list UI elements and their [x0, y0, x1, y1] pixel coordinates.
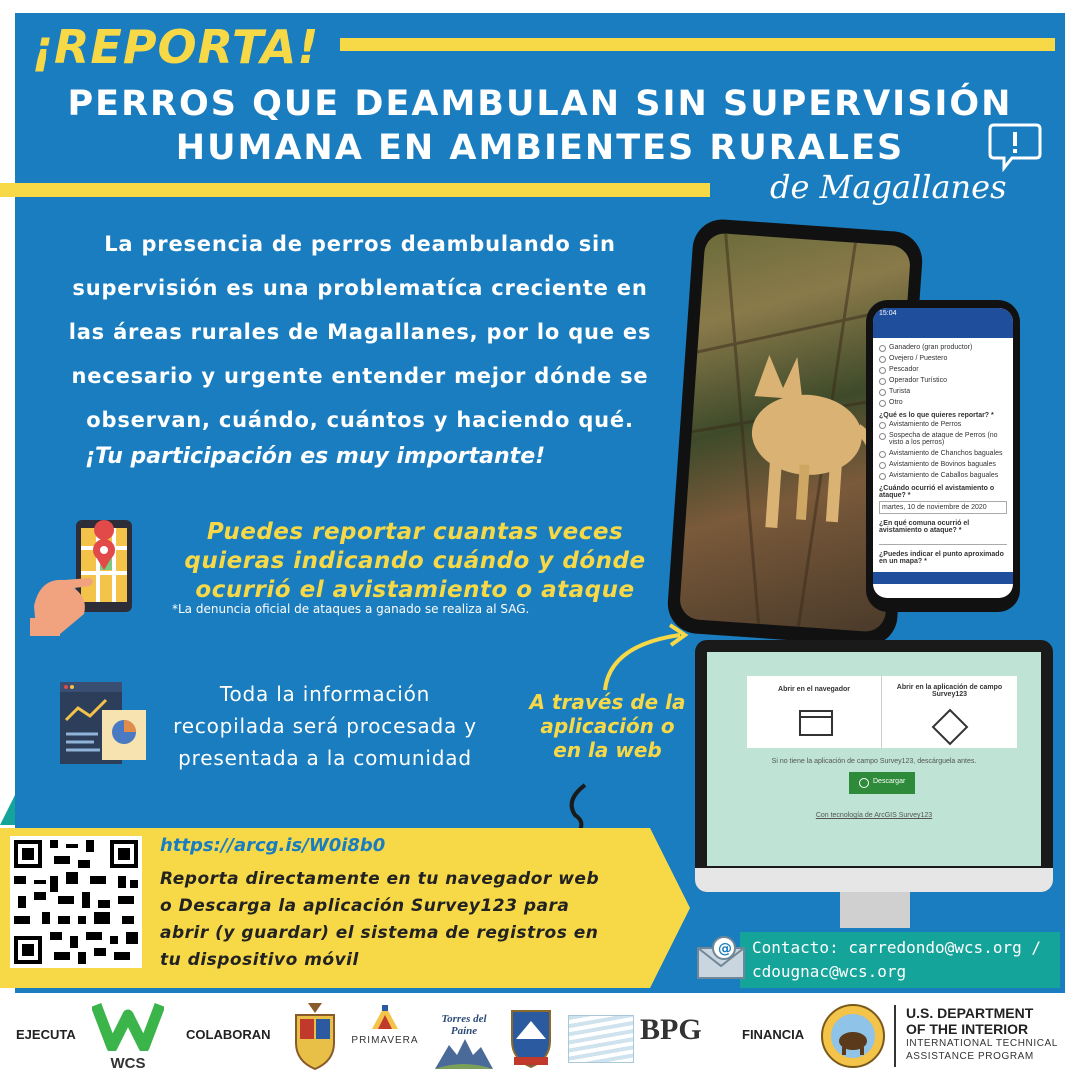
form-option[interactable]: [879, 419, 1007, 430]
form-question: ¿Qué es lo que quieres reportar? *: [879, 412, 994, 419]
participation-text: ¡Tu participación es muy importante!: [85, 444, 546, 469]
title-accent-bar: [0, 183, 710, 197]
intro-line: necesario y urgente entender mejor dónde se: [71, 364, 649, 388]
torres-del-paine-logo: [430, 999, 498, 1073]
doi-seal-logo: [820, 1003, 886, 1069]
date-field[interactable]: martes, 10 de noviembre de 2020: [879, 501, 1007, 514]
option-label: Ganadero (gran productor): [889, 344, 973, 351]
download-icon: [859, 778, 869, 788]
phone-form: [866, 300, 1020, 612]
primavera-wordmark: PRIMAVERA: [351, 1035, 419, 1046]
info-text: [155, 678, 495, 774]
radio-icon[interactable]: [879, 451, 886, 458]
reporta-heading: ¡REPORTA!: [32, 20, 320, 74]
doi-line: U.S. DEPARTMENT: [906, 1005, 1034, 1021]
radio-icon[interactable]: [879, 378, 886, 385]
form-option[interactable]: [879, 448, 1007, 459]
browser-window-icon: [799, 710, 833, 736]
form-option[interactable]: [879, 364, 1007, 375]
form-question: ¿Cuándo ocurrió el avistamiento o ataque? *: [879, 485, 995, 499]
intro-line: supervisión es una problematíca creciente en: [72, 276, 648, 300]
survey-url-link[interactable]: https://arcg.is/W0i8b0: [160, 835, 386, 856]
monitor-screen: [707, 652, 1041, 866]
financia-label: FINANCIA: [742, 1027, 805, 1042]
option-label: Avistamiento de Caballos baguales: [889, 472, 999, 479]
wcs-logo: [92, 1001, 164, 1073]
form-option[interactable]: [879, 430, 1007, 448]
option-label: Avistamiento de Bovinos baguales: [889, 461, 996, 468]
option-label: Operador Turístico: [889, 377, 947, 384]
form-option[interactable]: [879, 459, 1007, 470]
top-accent-bar: [340, 38, 1055, 51]
report-line: ocurrió el avistamiento o ataque: [195, 577, 635, 603]
bpg-wordmark: BPG: [640, 1013, 702, 1046]
radio-icon[interactable]: [879, 356, 886, 363]
wcs-wordmark: WCS: [110, 1055, 146, 1072]
form-submit-bar[interactable]: [873, 572, 1013, 584]
colaboran-label: COLABORAN: [186, 1027, 271, 1042]
email-icon: [694, 934, 748, 982]
intro-line: La presencia de perros deambulando sin: [104, 232, 616, 256]
open-app-label: Abrir en la aplicación de campo Survey123: [896, 684, 1003, 698]
doi-line: ASSISTANCE PROGRAM: [906, 1051, 1034, 1062]
qr-code[interactable]: [10, 836, 142, 968]
primavera-logo: [350, 1001, 420, 1071]
form-options-top: [879, 342, 1007, 408]
status-time: 15:04: [879, 310, 897, 317]
torres-wordmark: Torres del Paine: [441, 1013, 487, 1037]
cta-line: o Descarga la aplicación Survey123 para: [160, 896, 570, 916]
info-line: recopilada será procesada y: [173, 714, 477, 738]
form-option[interactable]: [879, 470, 1007, 481]
radio-icon[interactable]: [879, 400, 886, 407]
tech-link[interactable]: Con tecnología de ArcGIS Survey123: [815, 812, 933, 819]
cta-text: [160, 866, 670, 974]
form-options-report: [879, 419, 1007, 481]
radio-icon[interactable]: [879, 389, 886, 396]
title-line-2: HUMANA EN AMBIENTES RURALES: [175, 128, 905, 168]
svg-text:@: @: [718, 941, 732, 957]
cta-line: tu dispositivo móvil: [160, 950, 359, 970]
sag-note: *La denuncia oficial de ataques a ganado se realiza al SAG.: [172, 602, 530, 616]
option-label: Pescador: [889, 366, 919, 373]
option-label: Avistamiento de Perros: [889, 421, 962, 428]
radio-icon[interactable]: [879, 422, 886, 429]
radio-icon[interactable]: [879, 345, 886, 352]
radio-icon[interactable]: [879, 367, 886, 374]
report-line: quieras indicando cuándo y dónde: [184, 548, 646, 574]
intro-paragraph: [40, 222, 680, 442]
comuna-field[interactable]: [879, 534, 1007, 545]
option-label: Ovejero / Puestero: [889, 355, 948, 362]
radio-icon[interactable]: [879, 473, 886, 480]
via-line: en la web: [553, 738, 662, 762]
doi-divider: [894, 1005, 896, 1067]
contact-text: [752, 936, 1041, 984]
form-option[interactable]: [879, 353, 1007, 364]
intro-line: las áreas rurales de Magallanes, por lo que es: [68, 320, 652, 344]
open-options-card: [747, 676, 1017, 748]
option-label: Turista: [889, 388, 911, 395]
ejecuta-label: EJECUTA: [16, 1027, 76, 1042]
waves-logo: [568, 1015, 634, 1063]
qr-code-graphic: [10, 836, 142, 968]
report-chart-icon: [58, 680, 150, 768]
form-screen: [873, 308, 1013, 598]
crest-logo-magallanes: [292, 1001, 338, 1071]
via-app-text: [520, 690, 695, 762]
no-app-text: Si no tiene la aplicación de campo Survey123, descárguela antes.: [771, 758, 977, 765]
form-question: ¿Puedes indicar el punto aproximado en un mapa? *: [879, 551, 1004, 565]
monitor-stand: [840, 892, 910, 928]
monitor-chin: [695, 868, 1053, 892]
form-option[interactable]: [879, 397, 1007, 408]
form-option[interactable]: [879, 342, 1007, 353]
info-line: Toda la información: [219, 682, 431, 706]
option-label: Otro: [889, 399, 903, 406]
via-line: aplicación o: [540, 714, 675, 738]
option-label: Avistamiento de Chanchos baguales: [889, 450, 1003, 457]
open-browser-option[interactable]: [747, 676, 882, 748]
doi-text: [906, 1005, 1076, 1063]
cta-line: abrir (y guardar) el sistema de registros en: [160, 923, 599, 943]
bpg-logo: [640, 1013, 716, 1059]
open-app-option[interactable]: [882, 676, 1017, 748]
doi-line: INTERNATIONAL TECHNICAL: [906, 1038, 1058, 1049]
radio-icon[interactable]: [879, 433, 886, 440]
open-browser-label: Abrir en el navegador: [778, 686, 850, 693]
subtitle: de Magallanes: [770, 168, 1007, 206]
info-line: presentada a la comunidad: [178, 746, 472, 770]
download-button[interactable]: [849, 772, 915, 794]
alert-icon: [988, 122, 1042, 172]
form-question: ¿En qué comuna ocurrió el avistamiento o ataque? *: [879, 520, 970, 534]
cta-line: Reporta directamente en tu navegador web: [160, 869, 600, 889]
contact-line[interactable]: Contacto: carredondo@wcs.org /: [752, 938, 1041, 957]
radio-icon[interactable]: [879, 462, 886, 469]
footer: [0, 995, 1080, 1080]
crest-logo-commune: [508, 1001, 554, 1071]
via-line: A través de la: [529, 690, 686, 714]
form-option[interactable]: [879, 386, 1007, 397]
corner-accent: [0, 795, 15, 825]
title-line-1: PERROS QUE DEAMBULAN SIN SUPERVISIÓN: [67, 84, 1013, 124]
form-header: [873, 308, 1013, 338]
option-label: Sospecha de ataque de Perros (no visto a los perros): [889, 432, 998, 446]
map-phone-icon: [30, 518, 140, 636]
intro-line: observan, cuándo, cuántos y haciendo qué.: [86, 408, 634, 432]
survey123-icon: [932, 709, 969, 746]
form-option[interactable]: [879, 375, 1007, 386]
contact-line[interactable]: cdougnac@wcs.org: [752, 962, 907, 981]
doi-line: OF THE INTERIOR: [906, 1021, 1029, 1037]
download-label: Descargar: [873, 778, 906, 785]
report-line: Puedes reportar cuantas veces: [206, 519, 624, 545]
report-anytime-text: [150, 518, 680, 605]
